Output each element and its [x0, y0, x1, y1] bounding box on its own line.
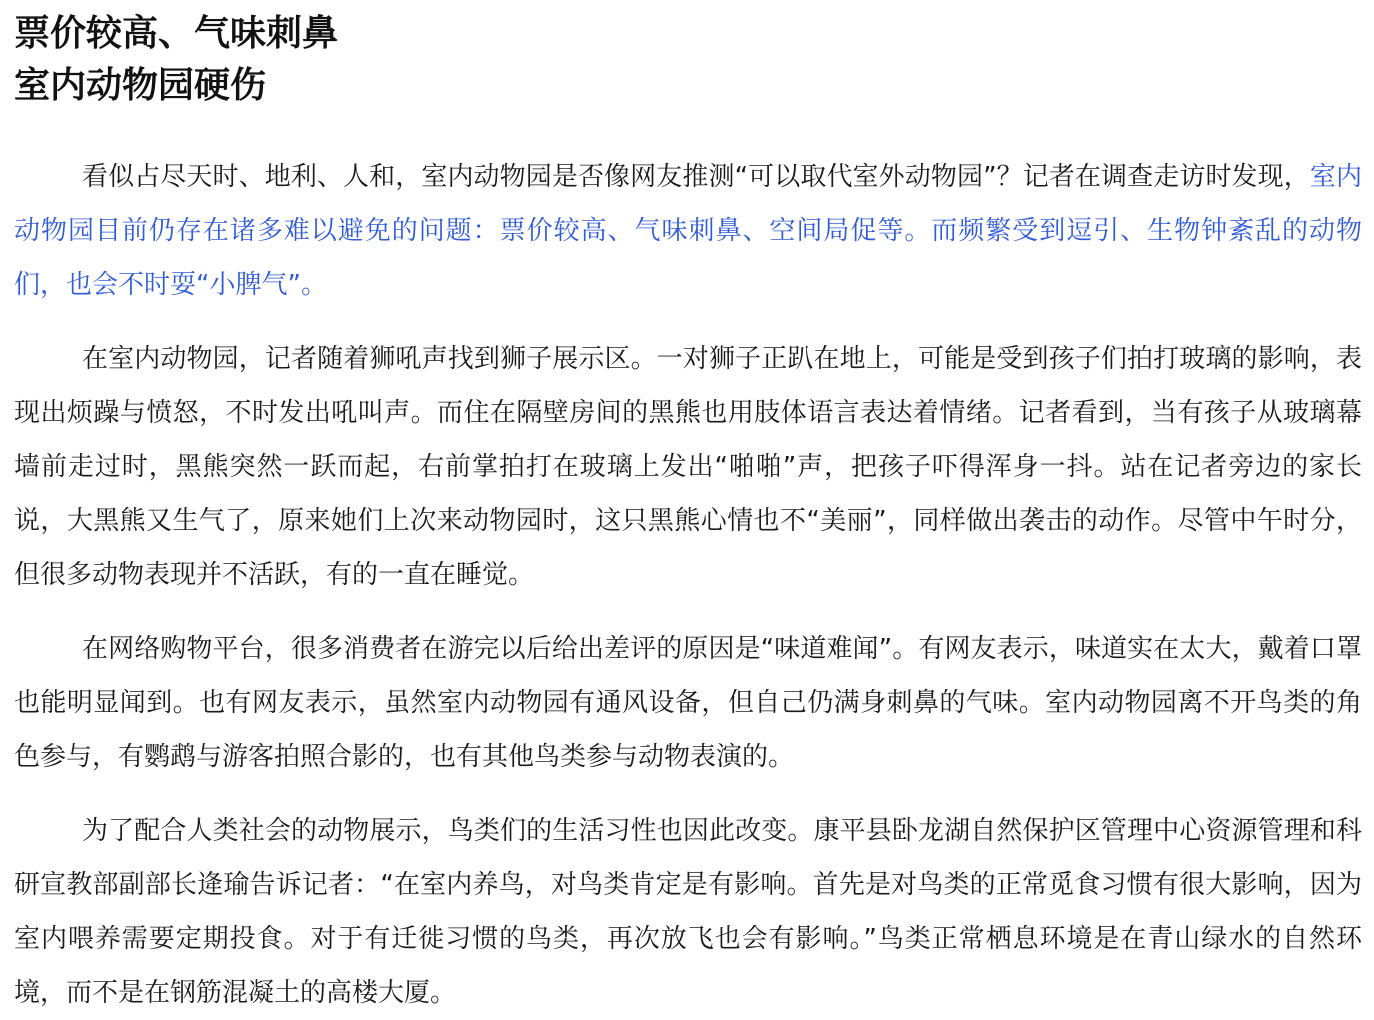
- paragraph-1: [14, 150, 1362, 312]
- headline-line-1: 票价较高、气味刺鼻: [14, 13, 339, 54]
- article-headline: [14, 0, 1362, 112]
- paragraph-2: 在室内动物园，记者随着狮吼声找到狮子展示区。一对狮子正趴在地上，可能是受到孩子们拍打玻璃的影响，表现出烦躁与愤怒，不时发出吼叫声。而住在隔壁房间的黑熊也用肢体语言表达着情绪。记者看到，当有孩子从玻璃幕墙前走过时，黑熊突然一跃而起，右前掌拍打在玻璃上发出“啪啪”声，把孩子吓得浑身一抖。站在记者旁边的家长说，大黑熊又生气了，原来她们上次来动物园时，这只黑熊心情也不“美丽”，同样做出袭击的动作。尽管中午时分，但很多动物表现并不活跃，有的一直在睡觉。: [14, 344, 1362, 590]
- paragraph-1-highlight: 室内动物园目前仍存在诸多难以避免的问题：票价较高、气味刺鼻、空间局促等。而频繁受到逗引、生物钟紊乱的动物们，也会不时耍“小脾气”。: [14, 162, 1362, 300]
- article-body: [14, 150, 1362, 1020]
- headline-line-2: 室内动物园硬伤: [14, 65, 267, 106]
- paragraph-4: 为了配合人类社会的动物展示，鸟类们的生活习性也因此改变。康平县卧龙湖自然保护区管理中心资源管理和科研宣教部副部长逄瑜告诉记者：“在室内养鸟，对鸟类肯定是有影响。首先是对鸟类的正常觅食习惯有很大影响，因为室内喂养需要定期投食。对于有迁徙习惯的鸟类，再次放飞也会有影响。”鸟类正常栖息环境是在青山绿水的自然环境，而不是在钢筋混凝土的高楼大厦。: [14, 816, 1362, 1008]
- paragraph-3: 在网络购物平台，很多消费者在游完以后给出差评的原因是“味道难闻”。有网友表示，味道实在太大，戴着口罩也能明显闻到。也有网友表示，虽然室内动物园有通风设备，但自己仍满身刺鼻的气味。室内动物园离不开鸟类的角色参与，有鹦鹉与游客拍照合影的，也有其他鸟类参与动物表演的。: [14, 634, 1362, 772]
- paragraph-1-text: 看似占尽天时、地利、人和，室内动物园是否像网友推测“可以取代室外动物园”？记者在调查走访时发现，: [82, 162, 1310, 192]
